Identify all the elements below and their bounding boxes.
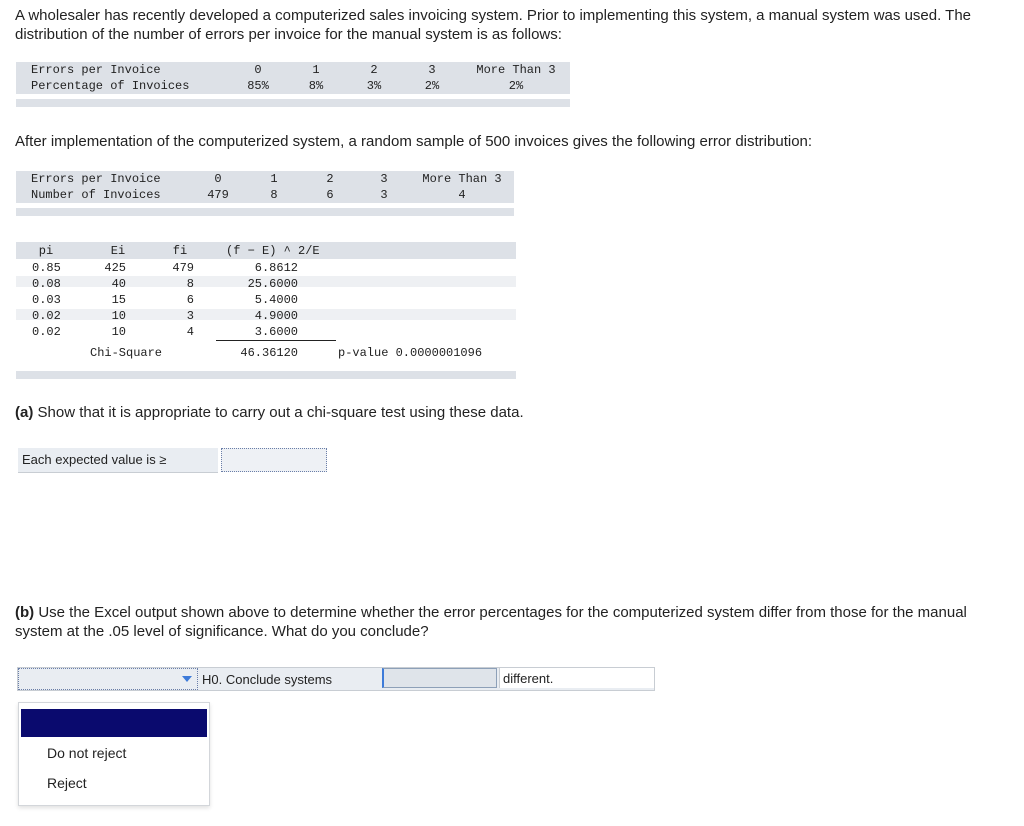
part-a-prompt: Each expected value is ≥ [22,452,167,467]
chi-square-value: 46.36120 [240,346,298,360]
table2-row1-label: Errors per Invoice [31,172,161,186]
excel-cell: 0.02 [32,325,61,339]
expected-value-input[interactable] [221,448,327,472]
h0-conclude-text: H0. Conclude systems [202,672,333,687]
decision-select[interactable] [18,668,198,690]
table2-header: More Than 3 [422,172,502,186]
excel-cell: 10 [111,309,126,323]
excel-cell: 479 [172,261,194,275]
excel-cell: 3 [186,309,194,323]
table2-header: 2 [326,172,334,186]
part-b-text: Use the Excel output shown above to determine whether the error percentages for the computerized system differ from those for the manual system at the .05 level of significance. What do you conclude? [15,604,967,640]
table2-value: 8 [270,188,278,202]
excel-cell: 6 [186,293,194,307]
excel-header-fi: fi [172,244,188,258]
excel-header-pi: pi [38,244,54,258]
excel-header-contribution: (f − E) ^ 2/E [226,244,320,258]
chevron-down-icon [182,676,192,682]
excel-cell: 5.4000 [254,293,298,307]
table2-value: 3 [380,188,388,202]
excel-cell: 3.6000 [254,325,298,339]
table2-value: 4 [458,188,466,202]
part-b-question [15,603,1005,641]
table1-header: 1 [312,63,320,77]
part-b-label: (b) [15,604,35,621]
systems-select[interactable] [382,668,497,688]
dropdown-option-blank[interactable] [21,709,207,737]
excel-cell: 15 [111,293,126,307]
excel-cell: 0.03 [32,293,61,307]
table1-value: 8% [308,79,324,93]
table2-header: 1 [270,172,278,186]
p-value: p-value 0.0000001096 [338,346,483,360]
dropdown-option-do-not-reject[interactable]: Do not reject [47,745,127,761]
excel-cell: 6.8612 [254,261,298,275]
table1-value: 85% [247,79,269,93]
part-a-text: Show that it is appropriate to carry out a chi-square test using these data. [33,404,524,421]
table1-row2-label: Percentage of Invoices [31,79,190,93]
part-a-prompt-box [18,448,218,473]
table1-header: 0 [254,63,262,77]
excel-cell: 4.9000 [254,309,298,323]
table2-value: 6 [326,188,334,202]
table2-row2-label: Number of Invoices [31,188,161,202]
table1-header: 2 [370,63,378,77]
excel-cell: 425 [104,261,126,275]
table2-value: 479 [207,188,229,202]
chi-square-label: Chi-Square [90,346,163,360]
excel-cell: 4 [186,325,194,339]
excel-cell: 8 [186,277,194,291]
intro-text: A wholesaler has recently developed a computerized sales invoicing system. Prior to implementing this system, a manual system was used. The distribution of the number of errors per invoice for the manual system is as follows: [15,7,972,43]
dropdown-option-reject[interactable]: Reject [47,775,87,791]
excel-header-ei: Ei [110,244,126,258]
table1-value: 3% [366,79,382,93]
table1-value: 2% [508,79,524,93]
after-text: After implementation of the computerized system, a random sample of 500 invoices gives the following error distribution: [15,133,813,150]
excel-cell: 25.6000 [247,277,298,291]
table1-header: 3 [428,63,436,77]
table1-value: 2% [424,79,440,93]
excel-cell: 40 [111,277,126,291]
excel-cell: 10 [111,325,126,339]
different-text-box [499,668,654,688]
decision-dropdown-menu [18,702,210,806]
table2-header: 3 [380,172,388,186]
table1-header: More Than 3 [476,63,556,77]
part-a-question [15,403,1005,422]
excel-cell: 0.02 [32,309,61,323]
excel-cell: 0.85 [32,261,61,275]
different-text: different. [503,671,554,686]
part-a-label: (a) [15,404,34,421]
table1-row1-label: Errors per Invoice [31,63,161,77]
table2-header: 0 [214,172,222,186]
excel-cell: 0.08 [32,277,61,291]
